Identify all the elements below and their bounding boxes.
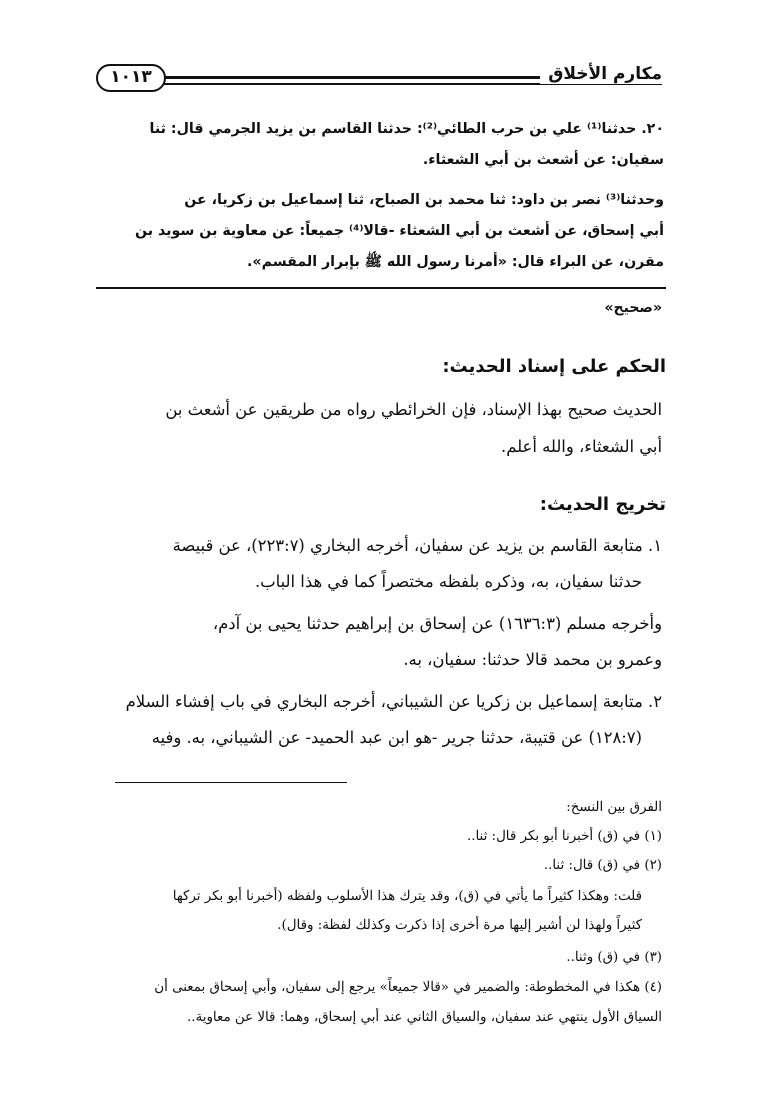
takhrij-line: وأخرجه مسلم (١٦٣٦:٣) عن إسحاق بن إبراهيم حدثنا يحيى بن آدم، [212,614,662,633]
hadith-line: سفيان: عن أشعث بن أبي الشعثاء. [422,152,664,168]
page-header [96,62,662,100]
footnote-separator [115,782,347,783]
footnote-item: كثيراً ولهذا لن أشير إليها مرة أخرى إذا ذكرت وكذلك لفظة: وقال). [277,918,642,933]
takhrij-line: وعمرو بن محمد قالا حدثنا: سفيان، به. [403,650,662,669]
footnote-item: السياق الأول ينتهي عند سفيان، والسياق الثاني عند أبي إسحاق، وهما: قالا عن معاوية.. [187,1010,662,1025]
takhrij-line: ٢. متابعة إسماعيل بن زكريا عن الشيباني، أخرجه البخاري في باب إفشاء السلام [125,692,662,711]
page-number: ١٠١٣ [96,64,166,92]
hadith-divider [96,287,666,289]
hadith-line: وحدثنا⁽³⁾ نصر بن داود: ثنا محمد بن الصباح، ثنا إسماعيل بن زكريا، عن [184,192,664,208]
isnad-line: الحديث صحيح بهذا الإسناد، فإن الخرائطي رواه من طريقين عن أشعث بن [165,400,662,419]
footnote-item: قلت: وهكذا كثيراً ما يأتي في (ق)، وقد يترك هذا الأسلوب ولفظه (أخبرنا أبو بكر تركها [172,889,642,904]
hadith-line: مقرن، عن البراء قال: «أمرنا رسول الله ﷺ بإبرار المقسم». [247,254,664,270]
hadith-line: ٢٠. حدثنا⁽¹⁾ علي بن حرب الطائي⁽²⁾: حدثنا القاسم بن يزيد الجرمي قال: ثنا [149,121,664,137]
takhrij-line: ١. متابعة القاسم بن يزيد عن سفيان، أخرجه البخاري (٢٢٣:٧)، عن قبيصة [172,536,662,555]
footnote-item: (٣) في (ق) وثنا.. [566,950,662,965]
takhrij-line: (١٢٨:٧) عن قتيبة، حدثنا جرير -هو ابن عبد الحميد- عن الشيباني، به. وفيه [151,728,642,747]
isnad-heading: الحكم على إسناد الحديث: [442,356,666,377]
takhrij-line: حدثنا سفيان، به، وذكره بلفظه مختصراً كما في هذا الباب. [254,572,642,591]
hadith-grading: «صحيح» [604,300,662,316]
hadith-text-second-chain [96,185,664,278]
isnad-line: أبي الشعثاء، والله أعلم. [501,437,662,456]
footnote-heading: الفرق بين النسخ: [566,800,662,815]
takhrij-heading: تخريج الحديث: [539,494,666,515]
hadith-text [96,114,664,176]
footnote-item: (٢) في (ق) قال: ثنا.. [543,858,662,873]
footnote-item: (١) في (ق) أخبرنا أبو بكر قال: ثنا.. [466,829,662,844]
hadith-line: أبي إسحاق، عن أشعث بن أبي الشعثاء -قالا⁽⁴⁾ جميعاً: عن معاوية بن سويد بن [134,223,664,239]
footnote-item: (٤) هكذا في المخطوطة: والضمير في «قالا جميعاً» يرجع إلى سفيان، وأبي إسحاق بمعنى أن [154,980,662,995]
book-title: مكارم الأخلاق [540,64,662,84]
